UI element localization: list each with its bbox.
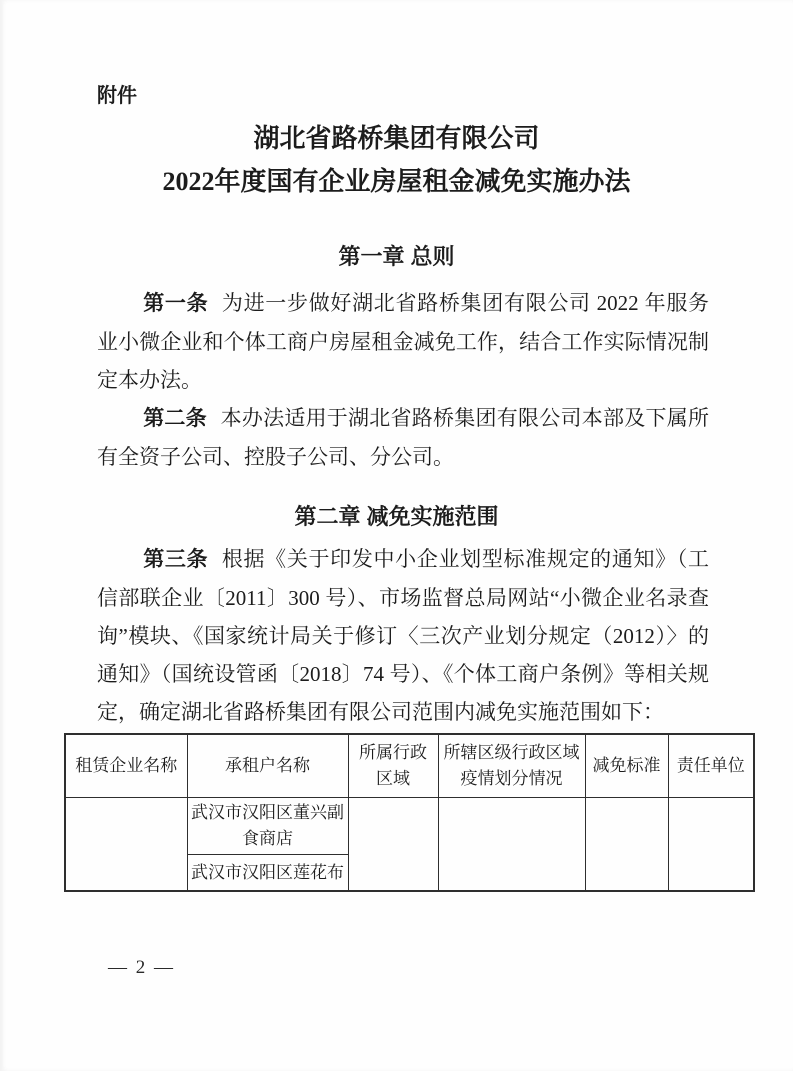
article2-text: 本办法适用于湖北省路桥集团有限公司本部及下属所有全资子公司、控股子公司、分公司。 [97,406,710,469]
header-responsible-unit: 责任单位 [668,734,754,798]
page-number: — 2 — [108,957,175,978]
document-title-line1: 湖北省路桥集团有限公司 [253,124,540,153]
reduction-scope-table [64,733,755,892]
article1-text: 为进一步做好湖北省路桥集团有限公司 2022 年服务业小微企业和个体工商户房屋租金减免工作，结合工作实际情况制定本办法。 [97,291,710,392]
article1-paragraph [97,284,709,399]
chapter2-heading: 第二章 减免实施范围 [294,504,499,529]
table-header-row [65,734,754,798]
article3-text: 根据《关于印发中小企业划型标准规定的通知》（工信部联企业〔2011〕300 号）、市场监督总局网站“小微企业名录查询”模块、《国家统计局关于修订〈三次产业划分规定（2012）〉的通知》（国统设管函〔2018〕74 号）、《个体工商户条例》等相关规定，确定湖北省路桥集团有限公司范围内减免实施范围如下： [97,547,710,724]
document-title-line2: 2022年度国有企业房屋租金减免实施办法 [162,167,631,196]
cell-leasing-enterprise-empty [65,798,187,892]
cell-epidemic-empty [438,798,585,892]
chapter1-heading: 第一章 总则 [338,244,455,269]
article3-paragraph [97,540,709,731]
article2-paragraph [97,399,709,476]
header-tenant-name: 承租户名称 [187,734,348,798]
cell-responsible-unit-empty [668,798,754,892]
article1-label: 第一条 [143,292,209,315]
cell-admin-region-empty [348,798,438,892]
cell-reduction-standard-empty [585,798,668,892]
header-admin-region: 所属行政区域 [348,734,438,798]
document-content [0,84,793,978]
article3-label: 第三条 [143,548,209,571]
cell-tenant-2: 武汉市汉阳区莲花布 [187,855,348,892]
header-leasing-enterprise: 租赁企业名称 [65,734,187,798]
attachment-label: 附件 [97,85,137,107]
article2-label: 第二条 [143,407,207,430]
header-reduction-standard: 减免标准 [585,734,668,798]
header-epidemic-classification: 所辖区级行政区域疫情划分情况 [438,734,585,798]
table-row [65,798,754,855]
cell-tenant-1: 武汉市汉阳区董兴副食商店 [187,798,348,855]
